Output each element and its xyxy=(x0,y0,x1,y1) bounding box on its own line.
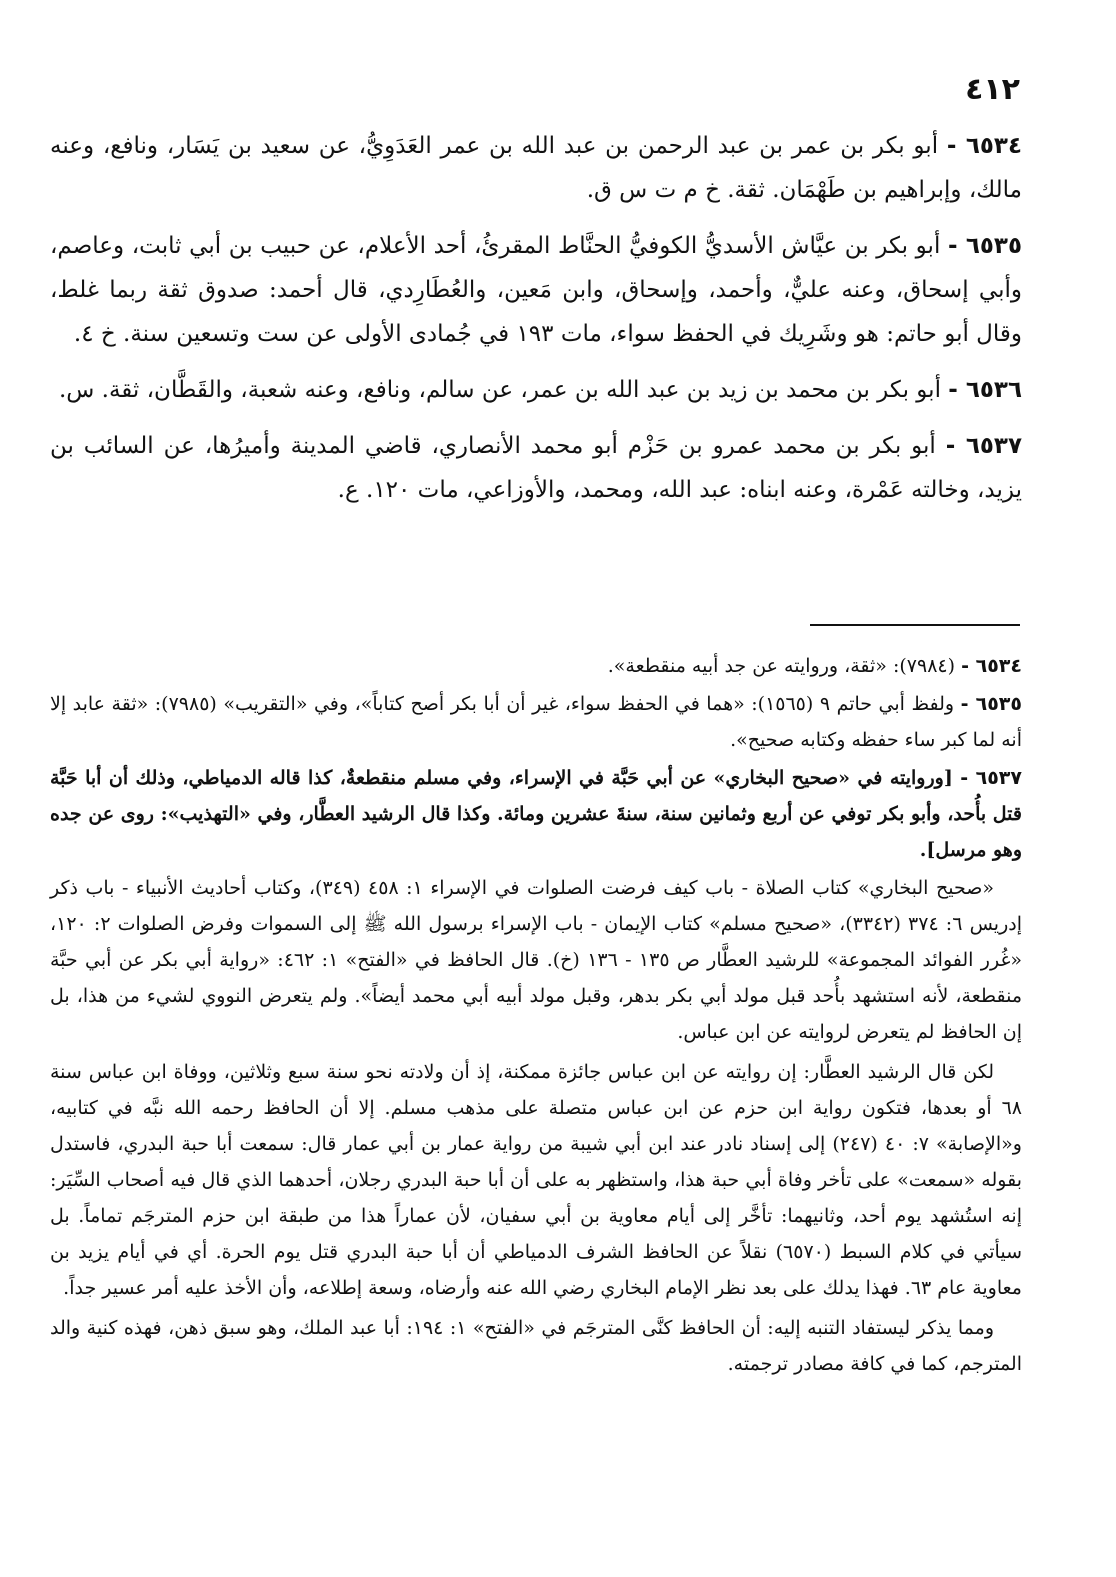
page-number: ٤١٢ xyxy=(965,72,1020,107)
footnote-separator xyxy=(810,624,1020,626)
main-text xyxy=(50,124,1022,524)
entry-number: ٦٥٣٤ - xyxy=(946,133,1022,159)
footnote xyxy=(50,686,1022,758)
footnote-paragraph: لكن قال الرشيد العطَّار: إن روايته عن ابن عباس جائزة ممكنة، إذ أن ولادته نحو سنة سبع وثلاثين، ووفاة ابن عباس سنة ٦٨ أو بعدها، فتكون رواية ابن حزم عن ابن عباس متصلة على مذهب مسلم. إلا أن الحافظ رحمه الله نبَّه في كتابيه، و«الإصابة» ٧: ٤٠ (٢٤٧) إلى إسناد نادر عند ابن أبي شيبة من رواية عمار بن أبي عمار قال: سمعت أبا حبة البدري، فاستدل بقوله «سمعت» على تأخر وفاة أبي حبة هذا، واستظهر به على أن أبا حبة البدري رجلان، أحدهما الذي قال فيه أصحاب السِّيَر: إنه استُشهد يوم أحد، وثانيهما: تأخَّر إلى أيام معاوية بن أبي سفيان، لأن عماراً هذا من طبقة ابن حزم المترجَم تماماً. بل سيأتي في كلام السبط (٦٥٧٠) نقلاً عن الحافظ الشرف الدمياطي أن أبا حبة البدري قتل يوم الحرة. أي في أيام يزيد بن معاوية عام ٦٣. فهذا يدلك على بعد نظر الإمام البخاري رضي الله عنه وأرضاه، وسعة إطلاعه، وأن الأخذ عليه أمر عسير جداً. xyxy=(50,1061,1022,1299)
footnote-paragraph: ومما يذكر ليستفاد التنبه إليه: أن الحافظ كنَّى المترجَم في «الفتح» ١: ١٩٤: أبا عبد الملك، وهو سبق ذهن، فهذه كنية والد المترجم، كما في كافة مصادر ترجمته. xyxy=(50,1317,1022,1375)
footnote xyxy=(50,648,1022,684)
entry-text: أبو بكر بن محمد بن زيد بن عبد الله بن عمر، عن سالم، ونافع، وعنه شعبة، والقَطَّان، ثقة. س. xyxy=(58,377,941,403)
entry-text: أبو بكر بن محمد عمرو بن حَزْم أبو محمد الأنصاري، قاضي المدينة وأميرُها، عن السائب بن يزيد، وخالته عَمْرة، وعنه ابناه: عبد الله، ومحمد، والأوزاعي، مات ١٢٠. ع. xyxy=(50,433,1022,503)
entry-text: أبو بكر بن عمر بن عبد الرحمن بن عبد الله بن عمر العَدَوِيُّ، عن سعيد بن يَسَار، ونافع، وعنه مالك، وإبراهيم بن طَهْمَان. ثقة. خ م ت س ق. xyxy=(50,133,1022,203)
footnote xyxy=(50,760,1022,868)
footnotes xyxy=(50,648,1022,1386)
entry xyxy=(50,224,1022,356)
entry-text: أبو بكر بن عيَّاش الأسديُّ الكوفيُّ الحنَّاط المقرئُ، أحد الأعلام، عن حبيب بن أبي ثابت، وعاصم، وأبي إسحاق، وعنه عليٌّ، وأحمد، وإسحاق، وابن مَعين، والعُطَارِدي، قال أحمد: صدوق ثقة ربما غلط، وقال أبو حاتم: هو وشَرِيك في الحفظ سواء، مات ١٩٣ في جُمادى الأولى عن ست وتسعين سنة. خ ٤. xyxy=(50,233,1022,347)
footnote-text: [وروايته في «صحيح البخاري» عن أبي حَبَّة في الإسراء، وفي مسلم منقطعةٌ، كذا قاله الدمياطي، وذلك أن أبا حَبَّة قتل بأُحد، وأبو بكر توفي عن أربع وثمانين سنة، سنةَ عشرين ومائة. وكذا قال الرشيد العطَّار، وفي «التهذيب»: روى عن جده وهو مرسل]. xyxy=(50,767,1022,861)
entry xyxy=(50,368,1022,412)
entry-number: ٦٥٣٥ - xyxy=(947,233,1023,259)
footnote-paragraph: «صحيح البخاري» كتاب الصلاة - باب كيف فرضت الصلوات في الإسراء ١: ٤٥٨ (٣٤٩)، وكتاب أحاديث الأنبياء - باب ذكر إدريس ٦: ٣٧٤ (٣٣٤٢)، «صحيح مسلم» كتاب الإيمان - باب الإسراء برسول الله ﷺ إلى السموات وفرض الصلوات ٢: ١٢٠، «غُرر الفوائد المجموعة» للرشيد العطَّار ص ١٣٥ - ١٣٦ (خ). قال الحافظ في «الفتح» ١: ٤٦٢: «رواية أبي بكر عن أبي حبَّة منقطعة، لأنه استشهد بأُحد قبل مولد أبي بكر بدهر، وقبل مولد أبيه أبي محمد أيضاً». ولم يتعرض النووي لشيء من هذا، بل إن الحافظ لم يتعرض لروايته عن ابن عباس. xyxy=(50,877,1023,1043)
footnote-number: ٦٥٣٥ - xyxy=(960,693,1022,715)
footnote-text: ولفظ أبي حاتم ٩ (١٥٦٥): «هما في الحفظ سواء، غير أن أبا بكر أصح كتاباً»، وفي «التقريب» (٧٩٨٥): «ثقة عابد إلا أنه لما كبر ساء حفظه وكتابه صحيح». xyxy=(50,693,1022,751)
entry-number: ٦٥٣٧ - xyxy=(945,433,1022,459)
footnote-number: ٦٥٣٤ - xyxy=(961,655,1022,677)
footnote-text: (٧٩٨٤): «ثقة، وروايته عن جد أبيه منقطعة». xyxy=(607,655,956,677)
entry xyxy=(50,124,1022,212)
footnote-number: ٦٥٣٧ - xyxy=(960,767,1022,789)
entry-number: ٦٥٣٦ - xyxy=(948,377,1022,403)
entry xyxy=(50,424,1022,512)
